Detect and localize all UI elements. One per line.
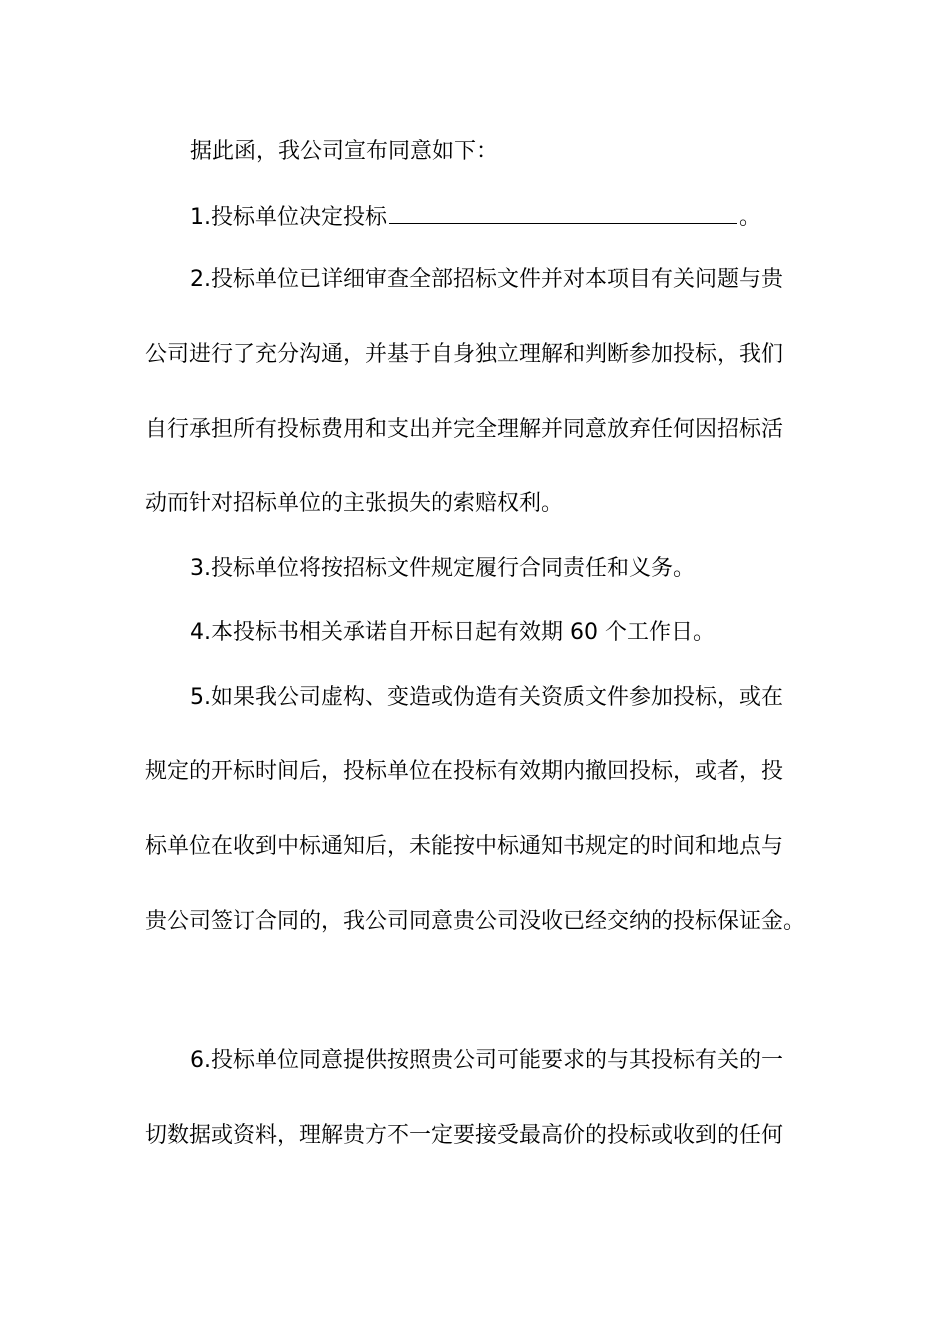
item-1: [190, 201, 761, 231]
item-2-line-2: 公司进行了充分沟通，并基于自身独立理解和判断参加投标，我们: [145, 342, 784, 367]
item-1-prefix: 1.投标单位决定投标: [190, 205, 387, 230]
item-2-line-4: 动而针对招标单位的主张损失的索赔权利。: [145, 491, 564, 516]
item-5-line-2: 规定的开标时间后，投标单位在投标有效期内撤回投标，或者，投: [145, 759, 784, 784]
item-6-line-2: 切数据或资料，理解贵方不一定要接受最高价的投标或收到的任何: [145, 1123, 784, 1148]
item-5-line-4: 贵公司签订合同的，我公司同意贵公司没收已经交纳的投标保证金。: [145, 909, 806, 934]
item-2-line-3: 自行承担所有投标费用和支出并完全理解并同意放弃任何因招标活: [145, 417, 784, 442]
intro-text: 据此函，我公司宣布同意如下：: [190, 139, 499, 164]
item-2-line-1: 2.投标单位已详细审查全部招标文件并对本项目有关问题与贵: [190, 267, 783, 292]
item-6-line-1: 6.投标单位同意提供按照贵公司可能要求的与其投标有关的一: [190, 1048, 783, 1073]
item-1-suffix: 。: [739, 205, 762, 230]
item-5-line-3: 标单位在收到中标通知后，未能按中标通知书规定的时间和地点与: [145, 834, 784, 859]
item-1-blank-line: [389, 201, 737, 224]
item-3: 3.投标单位将按招标文件规定履行合同责任和义务。: [190, 556, 695, 581]
item-5-line-1: 5.如果我公司虚构、变造或伪造有关资质文件参加投标，或在: [190, 685, 783, 710]
item-4: 4.本投标书相关承诺自开标日起有效期 60 个工作日。: [190, 620, 715, 645]
